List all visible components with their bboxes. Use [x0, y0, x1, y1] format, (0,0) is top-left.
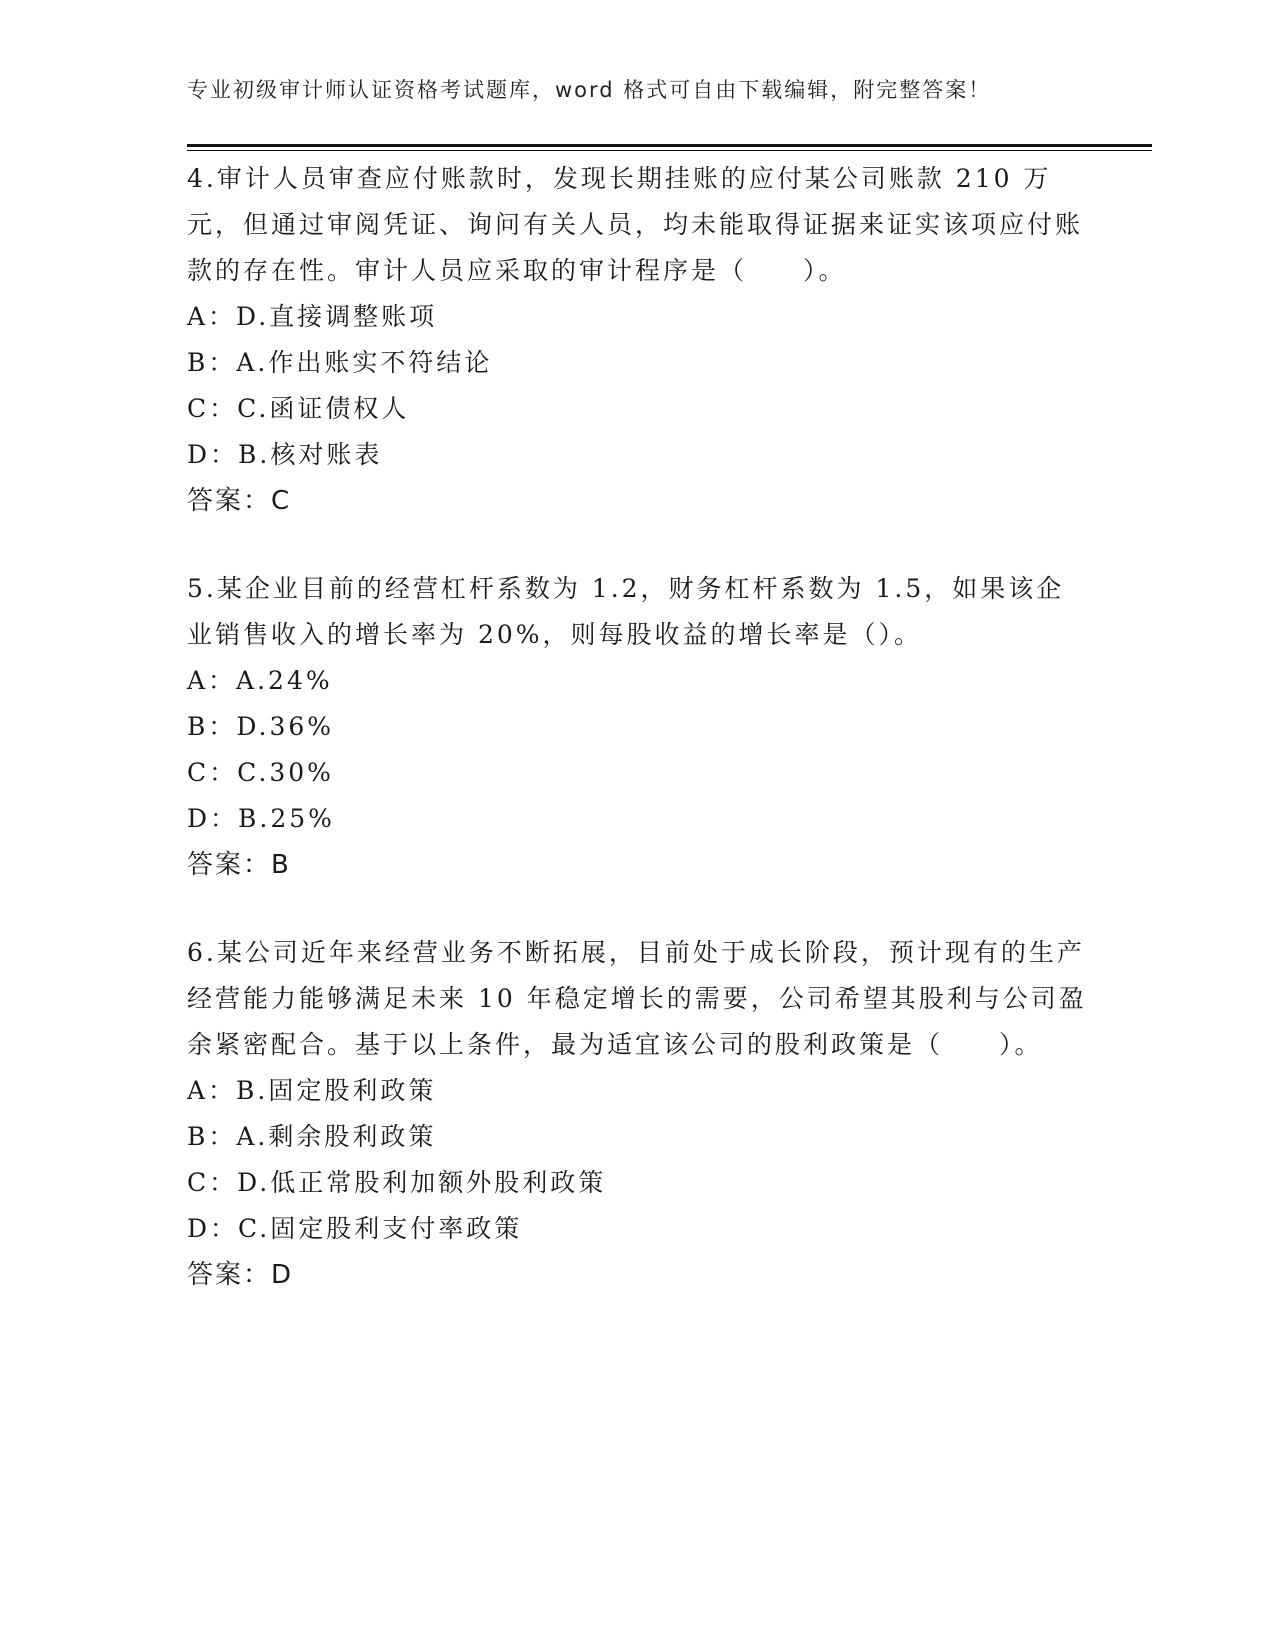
option-a: A：A.24% — [187, 666, 333, 695]
question-list — [187, 156, 1087, 1340]
question-6 — [187, 930, 1087, 1298]
option-d: D：B.核对账表 — [187, 440, 383, 469]
question-stem: 5.某企业目前的经营杠杆系数为 1.2，财务杠杆系数为 1.5，如果该企业销售收入的增长率为 20%，则每股收益的增长率是（）。 — [187, 574, 1065, 649]
header-divider-thin — [187, 150, 1152, 151]
option-c: C：D.低正常股利加额外股利政策 — [187, 1168, 607, 1197]
option-c: C：C.函证债权人 — [187, 394, 410, 423]
header-divider-thick — [187, 144, 1152, 147]
option-d: D：B.25% — [187, 804, 335, 833]
option-a: A：D.直接调整账项 — [187, 302, 438, 331]
option-d: D：C.固定股利支付率政策 — [187, 1214, 523, 1243]
question-4 — [187, 156, 1087, 524]
answer: 答案：D — [187, 1260, 294, 1290]
answer: 答案：C — [187, 486, 292, 516]
question-5 — [187, 566, 1087, 888]
page-header: 专业初级审计师认证资格考试题库，word 格式可自由下载编辑，附完整答案！ — [187, 78, 992, 102]
question-stem: 4.审计人员审查应付账款时，发现长期挂账的应付某公司账款 210 万元，但通过审阅凭证、询问有关人员，均未能取得证据来证实该项应付账款的存在性。审计人员应采取的审计程序是（ ）。 — [187, 164, 1084, 285]
option-b: B：A.剩余股利政策 — [187, 1122, 437, 1151]
option-a: A：B.固定股利政策 — [187, 1076, 437, 1105]
question-stem: 6.某公司近年来经营业务不断拓展，目前处于成长阶段，预计现有的生产经营能力能够满足未来 10 年稳定增长的需要，公司希望其股利与公司盈余紧密配合。基于以上条件，最为适宜该公司的股利政策是（ ）。 — [187, 938, 1087, 1059]
option-b: B：D.36% — [187, 712, 335, 741]
option-c: C：C.30% — [187, 758, 334, 787]
answer: 答案：B — [187, 850, 291, 880]
option-b: B：A.作出账实不符结论 — [187, 348, 493, 377]
